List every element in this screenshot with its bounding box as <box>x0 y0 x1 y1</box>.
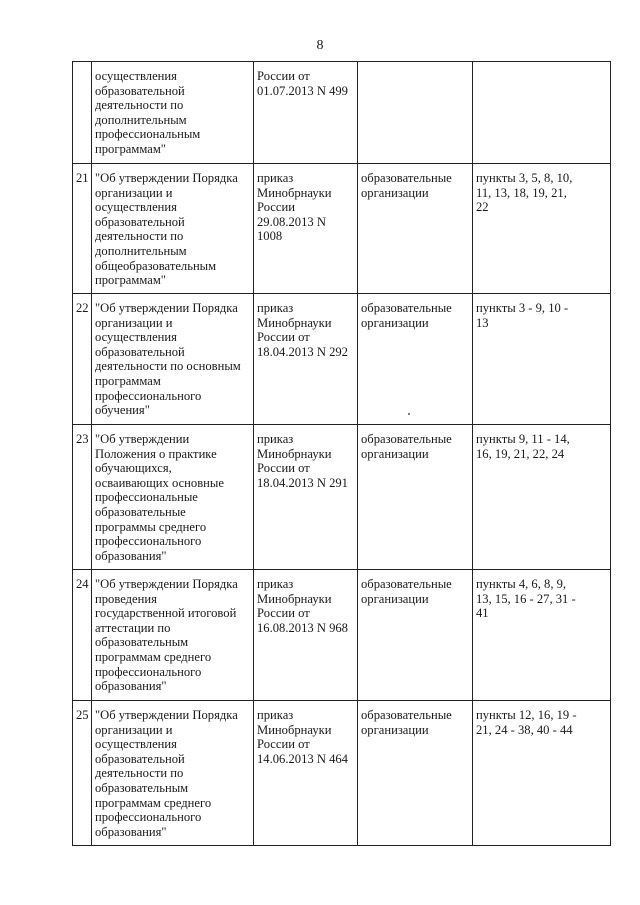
act-title-cell <box>92 701 254 846</box>
row-number-cell <box>73 62 92 164</box>
row-number: 25 <box>76 708 89 722</box>
table-row <box>73 570 611 701</box>
act-title-cell <box>92 294 254 425</box>
points: пункты 9, 11 - 14, 16, 19, 21, 22, 24 <box>476 432 570 461</box>
act-document-cell <box>254 701 358 846</box>
points: пункты 3 - 9, 10 - 13 <box>476 301 569 330</box>
points: пункты 4, 6, 8, 9, 13, 15, 16 - 27, 31 - 41 <box>476 577 576 621</box>
points-cell <box>473 62 611 164</box>
act-title-cell <box>92 164 254 294</box>
points-cell <box>473 425 611 570</box>
act-document: приказ Минобрнауки России от 14.06.2013 N 464 <box>257 708 348 766</box>
act-document-cell <box>254 570 358 701</box>
applies-to: образовательные организации <box>361 171 452 200</box>
act-document-cell <box>254 164 358 294</box>
row-number-cell <box>73 164 92 294</box>
applies-to-cell <box>358 294 473 425</box>
row-number-cell <box>73 570 92 701</box>
applies-to: образовательные организации <box>361 432 452 461</box>
row-number-cell <box>73 701 92 846</box>
points: пункты 12, 16, 19 - 21, 24 - 38, 40 - 44 <box>476 708 577 737</box>
applies-to-cell <box>358 164 473 294</box>
applies-to: образовательные организации <box>361 577 452 606</box>
table-row <box>73 62 611 164</box>
act-title-cell <box>92 425 254 570</box>
table-row <box>73 294 611 425</box>
table-row <box>73 164 611 294</box>
act-document: приказ Минобрнауки России 29.08.2013 N 1008 <box>257 171 332 244</box>
act-title: "Об утверждении Порядка организации и осуществления образовательной деятельности по образовательным программам среднего профессионального образования" <box>95 708 238 839</box>
act-document: России от 01.07.2013 N 499 <box>257 69 348 98</box>
requirements-table <box>72 61 611 846</box>
applies-to-cell <box>358 701 473 846</box>
act-document: приказ Минобрнауки России от 18.04.2013 N 292 <box>257 301 348 359</box>
row-number-cell <box>73 425 92 570</box>
act-title: "Об утверждении Порядка организации и осуществления образовательной деятельности по основным программам профессионального обучения" <box>95 301 241 418</box>
act-title: "Об утверждении Порядка проведения государственной итоговой аттестации по образовательным программам среднего профессионального образования" <box>95 577 238 694</box>
act-title: "Об утверждении Положения о практике обучающихся, осваивающих основные профессиональные образовательные программы среднего профессионального образования" <box>95 432 224 563</box>
table-row <box>73 701 611 846</box>
points-cell <box>473 701 611 846</box>
points-cell <box>473 570 611 701</box>
applies-to-cell <box>358 62 473 164</box>
row-number-cell <box>73 294 92 425</box>
act-title: осуществления образовательной деятельности по дополнительным профессиональным программам" <box>95 69 201 156</box>
row-number: 22 <box>76 301 89 315</box>
act-document-cell <box>254 62 358 164</box>
act-document-cell <box>254 294 358 425</box>
act-title-cell <box>92 570 254 701</box>
points-cell <box>473 164 611 294</box>
points: пункты 3, 5, 8, 10, 11, 13, 18, 19, 21, 22 <box>476 171 573 215</box>
page-number: 8 <box>316 38 324 53</box>
applies-to-cell <box>358 570 473 701</box>
act-document: приказ Минобрнауки России от 16.08.2013 N 968 <box>257 577 348 635</box>
scan-speck <box>408 413 410 415</box>
row-number: 23 <box>76 432 89 446</box>
table-row <box>73 425 611 570</box>
act-title: "Об утверждении Порядка организации и осуществления образовательной деятельности по дополнительным общеобразовательным программам" <box>95 171 238 288</box>
row-number: 24 <box>76 577 89 591</box>
row-number: 21 <box>76 171 89 185</box>
applies-to-cell <box>358 425 473 570</box>
points-cell <box>473 294 611 425</box>
applies-to: образовательные организации <box>361 708 452 737</box>
act-document: приказ Минобрнауки России от 18.04.2013 N 291 <box>257 432 348 490</box>
applies-to: образовательные организации <box>361 301 452 330</box>
act-document-cell <box>254 425 358 570</box>
act-title-cell <box>92 62 254 164</box>
